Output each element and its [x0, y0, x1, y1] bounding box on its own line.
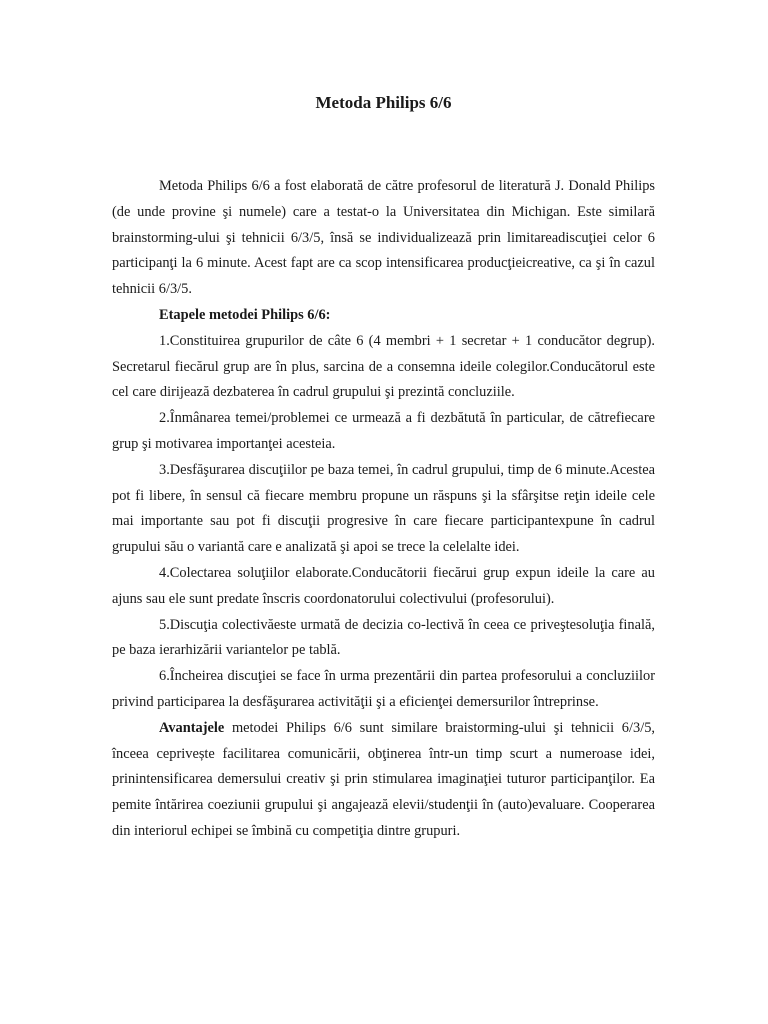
- paragraph-step-3: 3.Desfăşurarea discuţiilor pe baza temei, în cadrul grupului, timp de 6 minute.Acestea pot fi libere, în sensul că fiecare membru propune un răspuns şi la sfârşitse reţin ideile cele mai importante sau pot fi discuţii progresive în care fiecare participantexpune în cadrul grupului său o variantă care e analizată şi apoi se trece la celelalte idei.: [112, 461, 655, 556]
- paragraph-step-1: 1.Constituirea grupurilor de câte 6 (4 membri + 1 secretar + 1 conducător degrup). Secretarul fiecărul grup are în plus, sarcina de a consemna ideile colegilor.Conducătorul este cel care dirijează dezbaterea în cadrul grupului şi prezintă concluziile.: [112, 332, 655, 401]
- paragraph-intro: Metoda Philips 6/6 a fost elaborată de către profesorul de literatură J. Donald Philips (de unde provine şi numele) care a testat-o la Universitatea din Michigan. Este similară brainstorming-ului şi tehnicii 6/3/5, însă se individualizează prin limitareadiscuţiei celor 6 participanţi la 6 minute. Acest fapt are ca scop intensificarea producţieicreative, ca şi în cazul tehnicii 6/3/5.: [112, 178, 655, 298]
- avantaje-bold-lead: Avantajele: [159, 719, 225, 736]
- paragraph-step-2: 2.Înmânarea temei/problemei ce urmează a fi dezbătută în particular, de cătrefiecare grup şi motivarea importanţei acesteia.: [112, 410, 655, 452]
- paragraph-step-6: 6.Încheirea discuţiei se face în urma prezentării din partea profesorului a concluziilor privind participarea la desfăşurarea activităţii şi a eficienţei demersurilor întreprinse.: [112, 668, 655, 710]
- avantaje-text: metodei Philips 6/6 sunt similare braistorming-ului şi tehnicii 6/3/5, înceea ceprivește facilitarea comunicării, obţinerea într-un timp scurt a numeroase idei, prinintensificarea demersului creativ şi prin stimularea imaginaţiei tuturor participanţilor. Ea pemite întărirea coeziunii grupului şi angajează elevii/studenţii în (auto)evaluare. Cooperarea din interiorul echipei se îmbină cu competiţia dintre grupuri.: [112, 719, 655, 839]
- document-title: Metoda Philips 6/6: [315, 93, 452, 112]
- document-body: [112, 174, 655, 845]
- paragraph-avantaje: [112, 716, 655, 845]
- paragraph-step-5: 5.Discuţia colectivăeste urmată de decizia co-lectivă în ceea ce priveştesoluţia finală, pe baza ierarhizării variantelor pe tablă.: [112, 616, 655, 659]
- section-heading-etape: Etapele metodei Philips 6/6:: [159, 306, 331, 323]
- paragraph-step-4: 4.Colectarea soluţiilor elaborate.Conducătorii fiecărui grup expun ideile la care au ajuns sau ele sunt predate înscris coordonatorului colectivului (profesorului).: [112, 564, 655, 607]
